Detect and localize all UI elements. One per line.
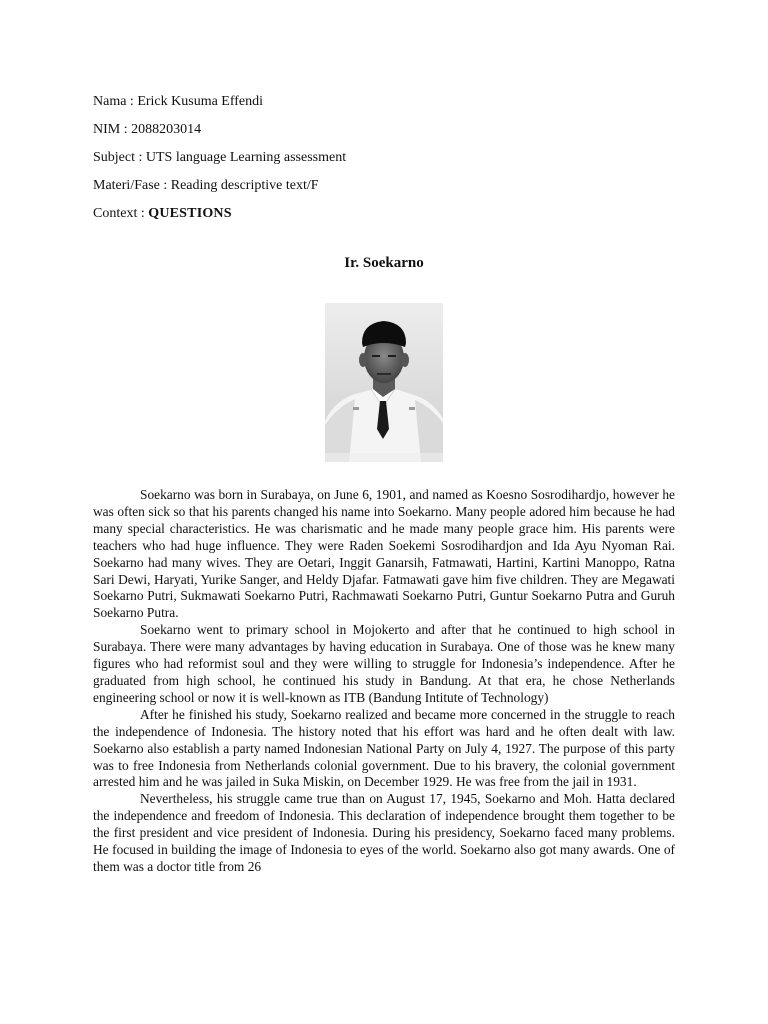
portrait-photo (325, 303, 443, 462)
nama-line: Nama : Erick Kusuma Effendi (93, 94, 264, 109)
context-line (93, 200, 346, 228)
subject-line: Subject : UTS language Learning assessment (93, 150, 347, 165)
nim-line: NIM : 2088203014 (93, 122, 202, 137)
student-info (93, 88, 346, 228)
portrait-photo-icon (325, 303, 443, 462)
paragraph-2: Soekarno went to primary school in Mojokerto and after that he continued to high school in Surabaya. There were many advantages by having education in Surabaya. One of those was he knew many figures who had reformist soul and they were willing to struggle for Indonesia’s independence. After he graduated from high school, he continued his study in Bandung. At that era, he chose Netherlands engineering school or now it is well-known as ITB (Bandung Intitute of Technology) (93, 622, 675, 705)
article-title: Ir. Soekarno (344, 255, 424, 271)
paragraph-3: After he finished his study, Soekarno realized and became more concerned in the struggle to reach the independence of Indonesia. The history noted that his effort was hard and he often dealt with law. Soekarno also establish a party named Indonesian National Party on July 4, 1927. The purpose of this party was to free Indonesia from Netherlands colonial government. Due to his bravery, the colonial government arrested him and he was jailed in Suka Miskin, on December 1929. He was free from the jail in 1931. (93, 706, 675, 790)
context-label: Context : (93, 206, 149, 221)
article-body (93, 487, 675, 876)
paragraph-1: Soekarno was born in Surabaya, on June 6, 1901, and named as Koesno Sosrodihardjo, however he was often sick so that his parents changed his name into Soekarno. Many people adored him because he had many special characteristics. He was charismatic and he made many people grace him. His parents were teachers who had huge influence. They were Raden Soekemi Sosrodihardjon and Ida Ayu Nyoman Rai. Soekarno had many wives. They are Oetari, Inggit Ganarsih, Fatmawati, Hartini, Kartini Manoppo, Ratna Sari Dewi, Haryati, Yurike Sanger, and Heldy Djafar. Fatmawati gave him five children. They are Megawati Soekarno Putri, Sukmawati Soekarno Putri, Rachmawati Soekarno Putri, Guntur Soekarno Putra and Guruh Soekarno Putra. (93, 487, 675, 621)
paragraph-4: Nevertheless, his struggle came true than on August 17, 1945, Soekarno and Moh. Hatta declared the independence and freedom of Indonesia. This declaration of independence brought them together to be the first president and vice president of Indonesia. During his presidency, Soekarno faced many problems. He focused in building the image of Indonesia to eyes of the world. Soekarno also got many awards. One of them was a doctor title from 26 (93, 791, 675, 874)
context-value: QUESTIONS (148, 206, 232, 221)
materi-line: Materi/Fase : Reading descriptive text/F (93, 178, 319, 193)
